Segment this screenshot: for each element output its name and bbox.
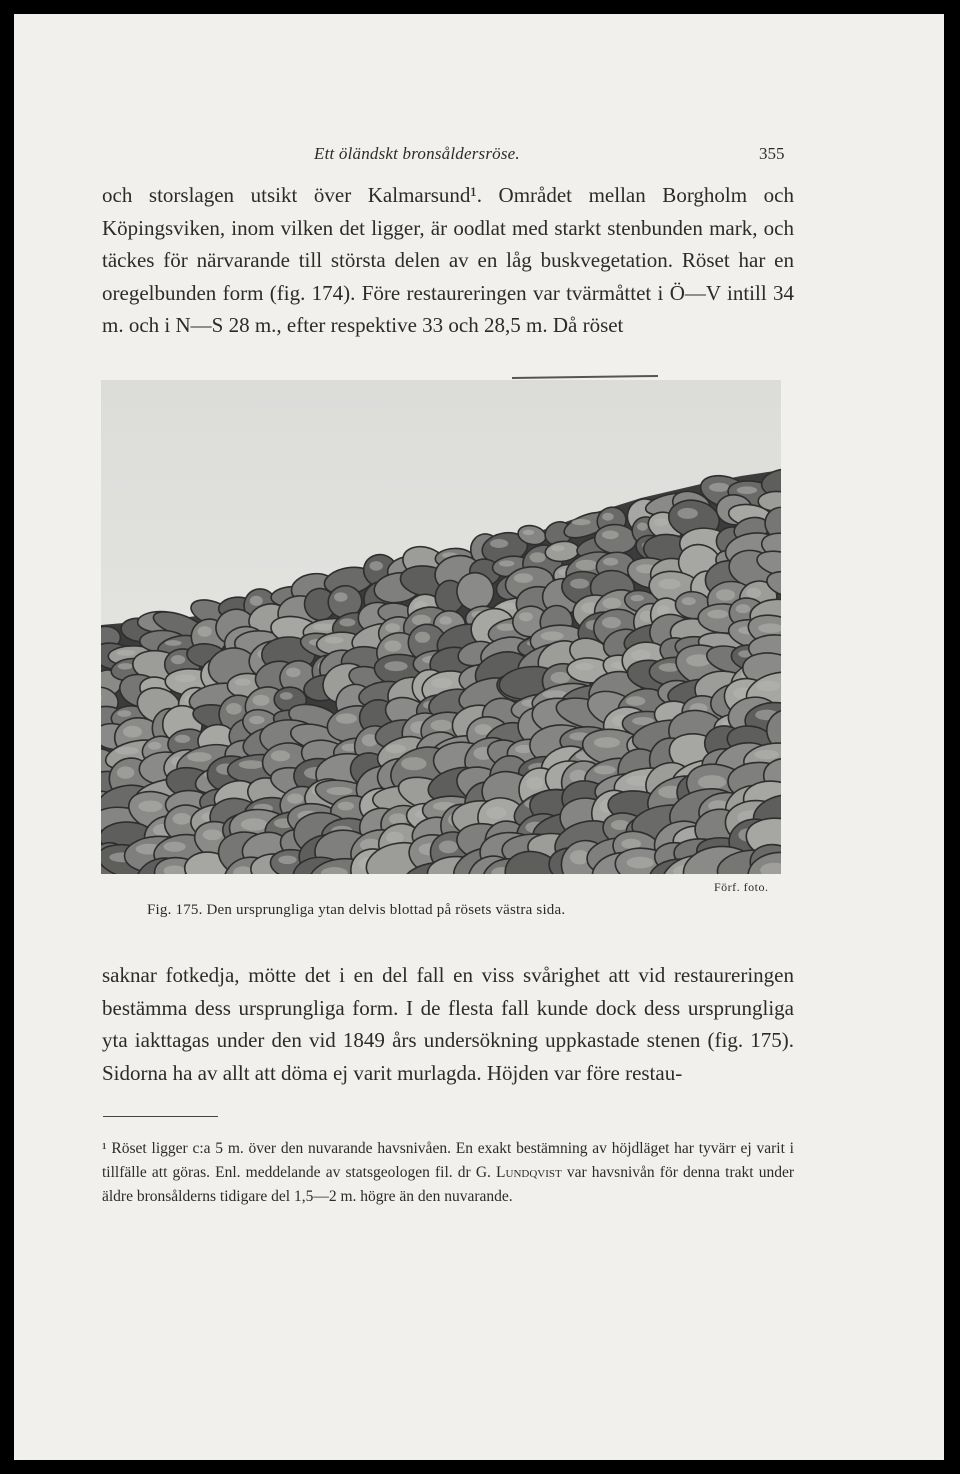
footnote-name-smallcaps: Lundqvist [496, 1164, 562, 1181]
stone-highlight [431, 678, 452, 688]
stone-highlight [280, 692, 293, 700]
stone-highlight [490, 539, 508, 548]
stone-highlight [286, 668, 300, 678]
stone-highlight [370, 561, 383, 571]
stone-highlight [226, 703, 242, 715]
stone-highlight [118, 663, 133, 669]
figure-photo-stone-cairn [101, 380, 781, 874]
stone-highlight [602, 617, 621, 628]
stone-highlight [626, 696, 645, 706]
stone-highlight [637, 523, 648, 531]
page-number: 355 [759, 144, 785, 163]
stone-highlight [530, 552, 546, 562]
stone-highlight [602, 530, 619, 539]
stone-highlight [594, 765, 616, 774]
stone-highlight [682, 597, 696, 605]
stone-highlight [551, 545, 565, 551]
footnote-text-start: ¹ Röset ligger c:a 5 m. över den nuvarande havsnivåen. En exakt bestämning av höjdläget har tyvärr ej varit i tillfälle att göras. Enl. meddelande av statsgeologen fil. dr G. [102, 1140, 794, 1181]
stone-highlight [631, 650, 651, 661]
stone-highlight [541, 631, 564, 640]
stone-highlight [203, 829, 222, 840]
stone-highlight [621, 839, 641, 849]
stone-highlight [570, 850, 589, 864]
stone-highlight [138, 801, 162, 812]
stone-highlight [659, 579, 681, 589]
stone-highlight [746, 588, 761, 598]
stone-highlight [514, 573, 533, 583]
stone-highlight [431, 720, 453, 731]
stone-highlight [250, 596, 263, 606]
stone-highlight [117, 650, 136, 656]
stone-highlight [148, 742, 161, 750]
stone-highlight [164, 842, 186, 852]
stone-highlight [602, 598, 621, 609]
stone-highlight [326, 787, 352, 795]
stone-highlight [253, 695, 270, 706]
stone-highlight [117, 710, 131, 717]
stone-highlight [385, 623, 400, 632]
photo-credit: Förf. foto. [714, 880, 769, 894]
stone-highlight [572, 519, 591, 525]
stone-highlight [386, 744, 406, 753]
stone-highlight [241, 818, 267, 830]
stone-highlight [576, 560, 598, 571]
stone-highlight [334, 592, 347, 602]
stone-highlight [384, 640, 401, 651]
stone-highlight [754, 750, 778, 760]
stone-highlight [654, 518, 668, 526]
stone-cairn-photo-image [101, 380, 781, 874]
stone-highlight [339, 618, 355, 626]
stone-highlight [594, 737, 620, 748]
stone-highlight [325, 637, 344, 644]
stone-highlight [439, 841, 458, 854]
stone-highlight [527, 777, 544, 790]
stone-highlight [737, 486, 757, 494]
stone-highlight [707, 610, 728, 619]
footnote-text-end: var havsnivån för denna trakt under äldre bronsålderns tidigare del 1,5—2 m. högre än den nuvarande. [102, 1164, 794, 1205]
stone-highlight [271, 750, 290, 761]
stone-highlight [678, 508, 698, 519]
stone-highlight [175, 735, 191, 743]
stone-highlight [171, 655, 185, 664]
stone-highlight [570, 579, 589, 589]
running-title: Ett öländskt bronsåldersröse. [314, 144, 520, 163]
footnote-divider [103, 1116, 218, 1117]
stone-highlight [115, 747, 139, 755]
stone-highlight [698, 775, 726, 789]
stone-highlight [175, 674, 197, 682]
stone-highlight [249, 716, 264, 724]
stone-highlight [575, 663, 593, 670]
stone-highlight [486, 807, 506, 819]
stone-highlight [384, 661, 407, 671]
stone-highlight [523, 530, 534, 536]
body-paragraph-top: och storslagen utsikt över Kalmarsund¹. Området mellan Borgholm och Köpingsviken, inom vilken det ligger, är oodlat med starkt stenbunden mark, och täckes för närvarande till största delen av en låg buskvegetation. Röset har en oregelbunden form (fig. 174). Före restaureringen var tvärmåttet i Ö—V intill 34 m. och i N—S 28 m., efter respektive 33 och 28,5 m. Då röset [102, 183, 794, 337]
stone-highlight [736, 604, 751, 613]
stone-highlight [173, 813, 192, 825]
book-page [14, 14, 944, 1460]
stone-highlight [627, 857, 654, 869]
stone-highlight [235, 678, 251, 685]
stone-highlight [187, 752, 212, 762]
footnote [102, 1137, 794, 1209]
stone-highlight [123, 726, 142, 738]
stone-highlight [756, 681, 780, 692]
stone-highlight [336, 713, 357, 723]
stone-highlight [386, 832, 403, 844]
pencil-underline-mark [512, 375, 658, 379]
stone-highlight [287, 794, 303, 804]
stone-highlight [401, 757, 426, 770]
figure-caption: Fig. 175. Den ursprungliga ytan delvis blottad på rösets västra sida. [147, 902, 566, 918]
stone-highlight [499, 560, 514, 566]
stone-highlight [551, 672, 570, 684]
stone-highlight [278, 856, 296, 865]
stone-highlight [165, 640, 182, 646]
stone-highlight [313, 624, 335, 631]
stone-highlight [439, 616, 452, 624]
stone-highlight [716, 589, 735, 601]
stone-highlight [519, 612, 533, 621]
stone-highlight [198, 626, 212, 637]
stone-highlight [338, 802, 354, 811]
stone-highlight [117, 766, 134, 778]
stone-highlight [603, 558, 618, 566]
stone-highlight [631, 595, 644, 601]
stone-highlight [415, 632, 430, 643]
body-paragraph-bottom: saknar fotkedja, mötte det i en del fall en viss svårighet att vid restaureringen bestämma dess ursprungliga form. I de flesta fall kunde dock dess ursprungliga yta iakttagas under den vid 1849 års undersökning uppkastade stenen (fig. 175). Sidorna ha av allt att döma ej varit murlagda. Höjden var före restau- [102, 963, 794, 1085]
stone-highlight [602, 513, 614, 521]
stone-highlight [239, 760, 264, 769]
stone-highlight [709, 483, 729, 492]
